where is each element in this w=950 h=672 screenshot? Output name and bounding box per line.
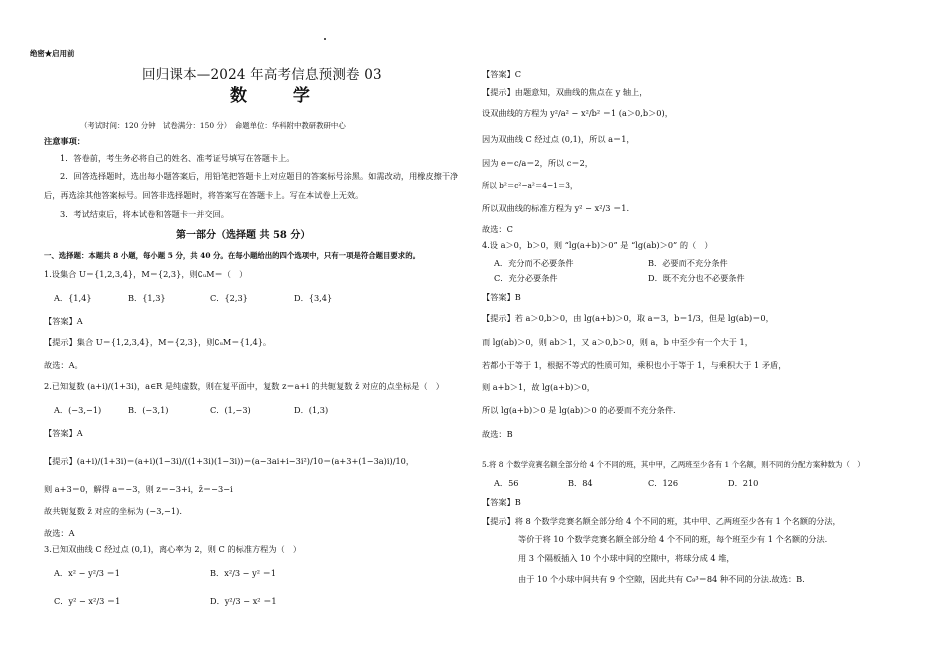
exam-title: 回归课本—2024 年高考信息预测卷 03 (142, 67, 382, 83)
q4-hint-3: 若都小于等于 1，根据不等式的性质可知，乘积也小于等于 1，与乘积大于 1 矛盾， (482, 360, 787, 370)
q1-hint: 【提示】集合 U＝{1,2,3,4}，M＝{2,3}，则∁ᵤM＝{1,4}。 (44, 337, 272, 347)
q4-hint-2: 而 lg(ab)＞0，则 ab＞1，又 a＞0,b＞0，则 a，b 中至少有一个大于 1， (482, 337, 753, 347)
q5-option-b: B．84 (568, 478, 593, 488)
q2-hint: 【提示】(a+i)/(1+3i)＝(a+i)(1−3i)/((1+3i)(1−3i))＝(a−3ai+i−3i²)/10＝(a+3+(1−3a)i)/10， (44, 456, 415, 466)
note-item-2: 2．回答选择题时，选出每小题答案后，用铅笔把答题卡上对应题目的答案标号涂黑。如需改动，用橡皮擦干净 (60, 171, 459, 181)
q4-option-a: A．充分而不必要条件 (494, 258, 574, 268)
q3-option-d: D．y²/3 − x² ＝1 (210, 596, 277, 606)
note-item-1: 1．答卷前，考生务必将自己的姓名、准考证号填写在答题卡上。 (60, 153, 295, 163)
scan-dot (324, 38, 326, 40)
q3-option-a: A．x² − y²/3 ＝1 (54, 568, 120, 578)
q1-conclusion: 故选：A。 (44, 360, 83, 370)
q3-hint-4: 因为 e＝c/a＝2，所以 c＝2， (482, 158, 593, 168)
q3-hint-2: 设双曲线的方程为 y²/a² − x²/b² ＝1 (a＞0,b＞0)， (482, 108, 673, 118)
q5-hint-2: 等价于将 10 个数学竞赛名额全部分给 4 个不同的班，每个班至少有 1 个名额的分法. (518, 534, 828, 544)
q2-option-b: B．(−3,1) (128, 405, 169, 415)
q3-hint-3: 因为双曲线 C 经过点 (0,1)，所以 a＝1， (482, 134, 635, 144)
q2-option-c: C．(1,−3) (210, 405, 251, 415)
q3-answer: 【答案】C (482, 69, 522, 79)
q5-hint-4: 由于 10 个小球中间共有 9 个空隙，因此共有 C₉³＝84 种不同的分法.故选：B. (518, 574, 805, 584)
q3-hint-6: 所以双曲线的标准方程为 y² − x²/3 ＝1. (482, 203, 630, 213)
note-item-2-cont: 后，再选涂其他答案标号。回答非选择题时，将答案写在答题卡上。写在本试卷上无效。 (44, 190, 364, 200)
q1-answer: 【答案】A (44, 316, 83, 326)
q5-option-a: A．56 (494, 478, 519, 488)
q4-option-b: B．必要而不充分条件 (648, 258, 728, 268)
q4-hint-5: 所以 lg(a+b)＞0 是 lg(ab)＞0 的必要而不充分条件. (482, 405, 676, 415)
q4-answer: 【答案】B (482, 292, 521, 302)
q5-option-c: C．126 (648, 478, 679, 488)
q3-hint-5: 所以 b²＝c²−a²＝4−1＝3， (482, 181, 578, 190)
q2-stem: 2.已知复数 (a+i)/(1+3i)，a∈R 是纯虚数，则在复平面中，复数 z＝a+i 的共轭复数 z̄ 对应的点坐标是（ ） (44, 381, 444, 391)
q3-option-c: C．y² − x²/3 ＝1 (54, 596, 121, 606)
confidential-label: 绝密★启用前 (30, 49, 75, 58)
q1-option-b: B．{1,3} (128, 293, 166, 303)
subject-title: 数 学 (230, 86, 330, 106)
q2-conclusion: 故选：A (44, 528, 75, 538)
note-item-3: 3．考试结束后，将本试卷和答题卡一并交回。 (60, 209, 229, 219)
q4-stem: 4.设 a＞0，b＞0，则 “lg(a+b)＞0” 是 “lg(ab)＞0” 的（ ） (482, 240, 713, 250)
q3-option-b: B．x²/3 − y² ＝1 (210, 568, 277, 578)
q4-conclusion: 故选：B (482, 429, 513, 439)
q5-hint-3: 用 3 个隔板插入 10 个小球中间的空隙中，将球分成 4 堆， (518, 553, 735, 563)
q2-option-d: D．(1,3) (294, 405, 329, 415)
q3-hint-1: 【提示】由题意知，双曲线的焦点在 y 轴上， (482, 87, 648, 97)
q4-option-d: D．既不充分也不必要条件 (648, 273, 745, 283)
notes-heading: 注意事项： (44, 136, 85, 146)
q1-stem: 1.设集合 U＝{1,2,3,4}，M＝{2,3}，则∁ᵤM＝（ ） (44, 269, 248, 279)
q5-stem: 5.将 8 个数学竞赛名额全部分给 4 个不同的班，其中甲，乙两班至少各有 1 个名额，则不同的分配方案种数为（ ） (482, 460, 865, 469)
exam-info: （考试时间：120 分钟 试卷满分：150 分） 命题单位：华科附中教研教研中心 (80, 121, 346, 130)
q4-hint-4: 则 a+b＞1，故 lg(a+b)＞0， (482, 382, 595, 392)
q5-answer: 【答案】B (482, 497, 521, 507)
q2-answer: 【答案】A (44, 428, 83, 438)
q4-hint-1: 【提示】若 a＞0,b＞0，由 lg(a+b)＞0，取 a＝3，b＝1/3，但是 lg(ab)＝0， (482, 313, 774, 323)
q1-option-c: C．{2,3} (210, 293, 248, 303)
q2-step-2: 故共轭复数 z̄ 对应的坐标为 (−3,−1). (44, 506, 182, 516)
part1-intro: 一、选择题：本题共 8 小题，每小题 5 分，共 40 分。在每小题给出的四个选项中，只有一项是符合题目要求的。 (44, 251, 420, 260)
q2-option-a: A．(−3,−1) (54, 405, 102, 415)
q3-conclusion: 故选：C (482, 224, 513, 234)
part1-heading: 第一部分（选择题 共 58 分） (176, 230, 311, 241)
q5-option-d: D．210 (728, 478, 759, 488)
q2-step-1: 则 a+3＝0，解得 a＝−3，则 z＝−3+i，z̄＝−3−i (44, 484, 233, 494)
q1-option-d: D．{3,4} (294, 293, 333, 303)
q4-option-c: C．充分必要条件 (494, 273, 558, 283)
q5-hint-1: 【提示】将 8 个数学竞赛名额全部分给 4 个不同的班，其中甲、乙两班至少各有 1 个名额的分法， (482, 516, 841, 526)
q1-option-a: A．{1,4} (54, 293, 92, 303)
q3-stem: 3.已知双曲线 C 经过点 (0,1)，离心率为 2，则 C 的标准方程为（ ） (44, 544, 302, 554)
